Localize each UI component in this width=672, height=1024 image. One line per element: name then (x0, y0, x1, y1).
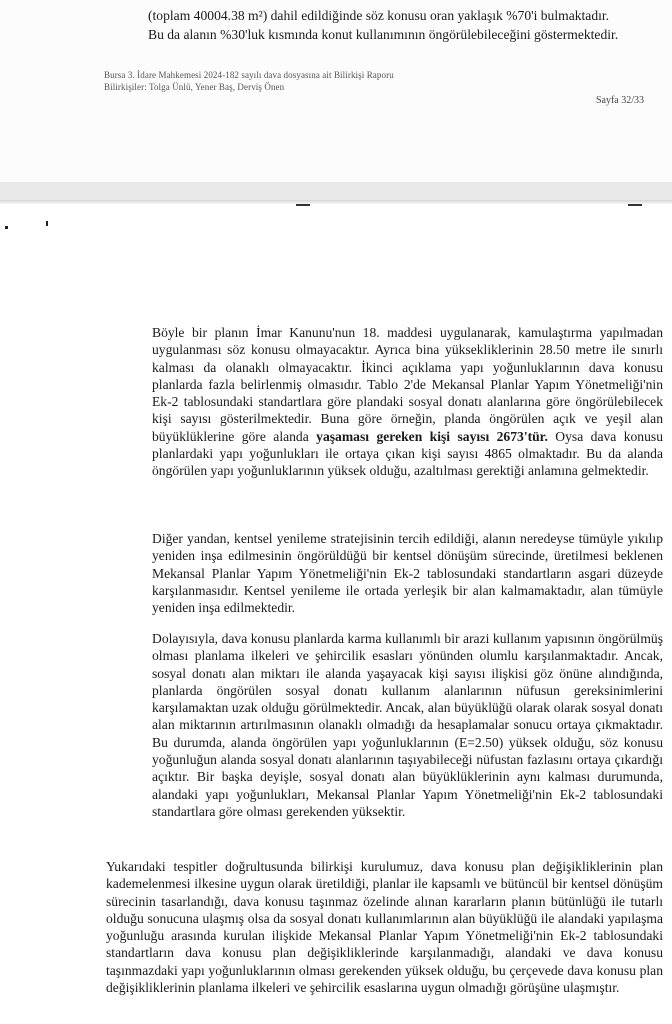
footer-report-title: Bursa 3. İdare Mahkemesi 2024-182 sayılı dava dosyasına ait Bilirkişi Raporu (104, 70, 394, 80)
previous-page (0, 0, 672, 182)
scan-speck (5, 226, 8, 229)
footer-experts: Bilirkişiler: Tolga Ünlü, Yener Baş, Derviş Önen (104, 82, 285, 92)
paragraph-1-text-a: Böyle bir planın İmar Kanunu'nun 18. maddesi uygulanarak, kamulaştırma yapılmadan uygulanması söz konusu olmayacaktır. Ayrıca bina yüksekliklerinin 28.50 metre ile sınırlı kalması da olanaklı olmayacaktır. İkinci açıklama yapı yoğunluklarının dava konusu planlarda fazla belirlenmiş olmasıdır. Tablo 2'de Mekansal Planlar Yapım Yönetmeliği'nin Ek-2 tablosundaki standartlara göre plandaki sosyal donatı alanlarına göre öngörülebilecek kişi sayısı gösterilmektedir. Buna göre örneğin, planda öngörülen açık ve yeşil alan büyüklüklerine göre alanda (152, 325, 663, 444)
page-number: Sayfa 32/33 (595, 95, 644, 106)
page1-line: Bu da alanın %30'luk kısmında konut kullanımının öngörülebileceğini göstermektedir. (148, 27, 619, 43)
paragraph-1-text-b: Oysa dava konusu planlardaki yapı yoğunlukları ile ortaya çıkan kişi sayısı 4865 olmaktadır. Bu da alanda öngörülen yapı yoğunluklarının yüksek olduğu, azaltılması gerektiği anlamına gelmektedir. (152, 428, 663, 479)
header-mark (628, 204, 642, 206)
paragraph-3: Dolayısıyla, dava konusu planlarda karma kullanımlı bir arazi kullanım yapısının öngörülmüş olması planlama ilkeleri ve şehircilik esasları yönünden olumlu karşılanmaktadır. Ancak, sosyal donatı alan miktarı ile alanda yaşayacak kişi sayısı ilişkisi göz önüne alındığında, planlarda öngörülen sosyal donatı kullanım alanlarının nüfusun gereksinimlerini karşılamaktan uzak olduğu görülmektedir. Ancak, alan büyüklüğü olarak olarak sosyal donatı alan miktarının artırılmasının olanaklı olmadığı da hesaplamalar sonucu ortaya çıkmaktadır. Bu durumda, alanda öngörülen yapı yoğunluklarının (E=2.50) yüksek olduğu, söz konusu yoğunluğun alanda sosyal donatı alanlarının taşıyabileceği nüfustan fazlasını ortaya çıkardığı açıktır. Bir başka deyişle, sosyal donatı alan büyüklüklerinin aynı kalması durumunda, alandaki yapı yoğunlukları, Mekansal Planlar Yapım Yönetmeliği'nin Ek-2 tablosundaki standartlara göre olması gerekenden yüksektir. (152, 631, 663, 819)
paragraph-4: Yukarıdaki tespitler doğrultusunda bilirkişi kurulumuz, dava konusu plan değişikliklerinin plan kademelenmesi ilkesine uygun olarak üretildiği, planlar ile kapsamlı ve bütüncül bir kentsel dönüşüm sürecinin tasarlandığı, dava konusu taşınmaz özelinde alınan kararların planın bütünlüğü ile tutarlı olduğu sonucuna ulaşmış olsa da sosyal donatı kullanımlarının alan büyüklüğü ile alandaki yapılaşma yoğunluğu arasında kurulan ilişkide Mekansal Planlar Yapım Yönetmeliği'nin Ek-2 tablosundaki standartların dava konusu plan değişikliklerinde karşılanmadığı, alandaki ve dava konusu taşınmazdaki yapı yoğunluklarının olması gerekenden yüksek olduğu, bu çerçevede dava konusu plan değişikliklerinin planlama ilkeleri ve şehircilik esaslarına uygun olmadığı görüşüne ulaşmıştır. (106, 859, 663, 996)
page1-line: (toplam 40004.38 m²) dahil edildiğinde söz konusu oran yaklaşık %70'i bulmaktadır. (148, 8, 610, 23)
paragraph-1-bold: yaşaması gereken kişi sayısı 2673'tür. (316, 428, 548, 444)
scan-speck (46, 221, 48, 226)
header-mark (296, 204, 310, 206)
page1-paragraph (148, 0, 658, 45)
cut-off-line (148, 0, 658, 6)
page-separator (0, 182, 672, 200)
paragraph-1 (152, 324, 663, 480)
paragraph-2: Diğer yandan, kentsel yenileme stratejisinin tercih edildiği, alanın neredeyse tümüyle yıkılıp yeniden inşa edilmesinin öngörüldüğü bir kentsel dönüşüm sürecinde, üretilmesi beklenen Mekansal Planlar Yapım Yönetmeliği'nin Ek-2 tablosundaki standartların asgari düzeyde karşılanmasıdır. Kentsel yenileme ile ortada yerleşik bir alan kalmamaktadır, alan tümüyle yeniden inşa edilmektedir. (152, 531, 663, 616)
page-separator-shadow (0, 200, 672, 205)
